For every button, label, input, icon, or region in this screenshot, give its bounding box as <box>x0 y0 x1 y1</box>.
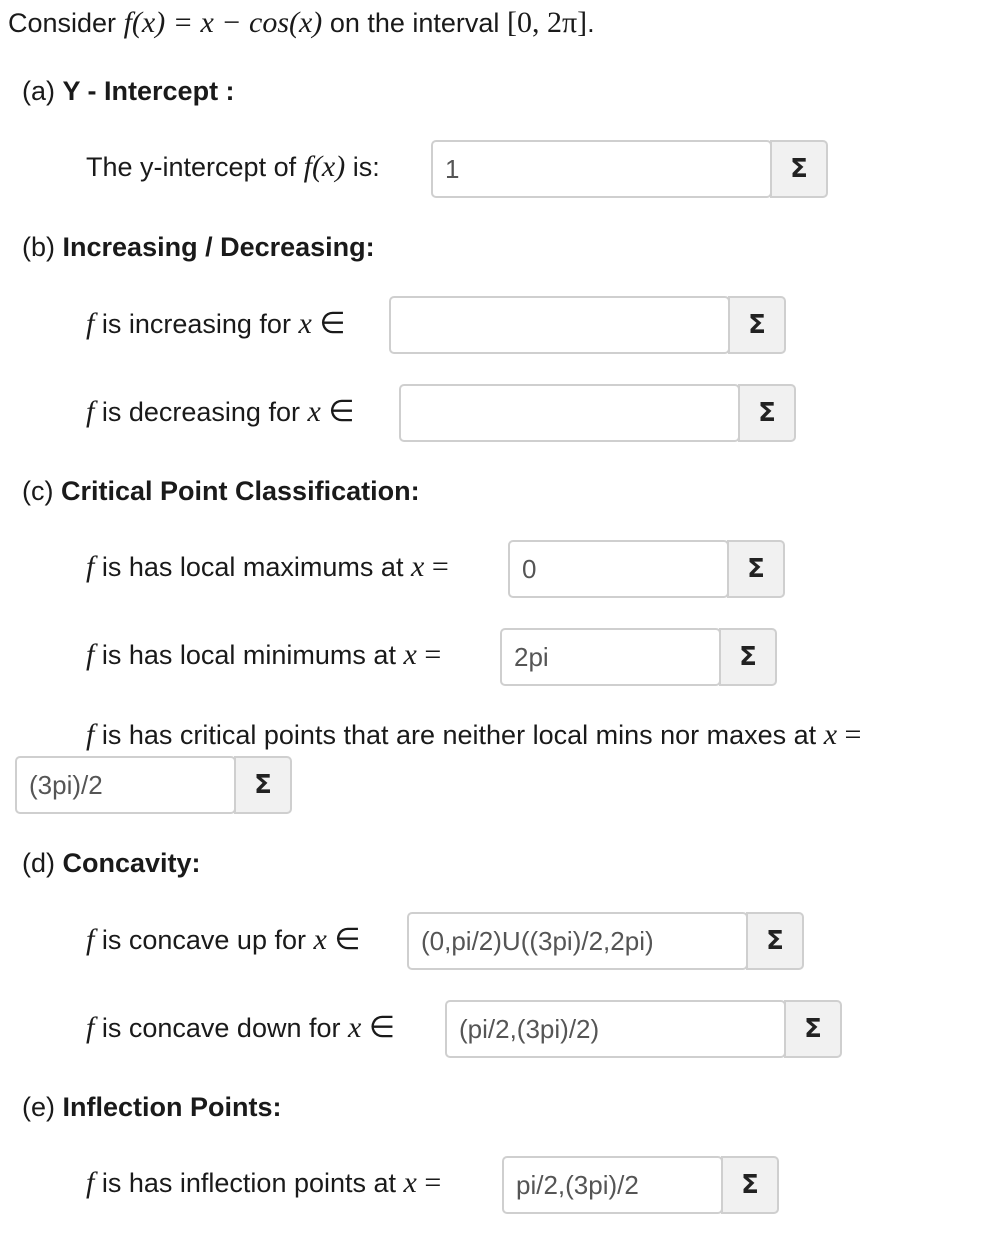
math-f: f <box>86 307 95 340</box>
problem-statement <box>8 6 595 40</box>
concave-up-answer-input[interactable]: (0,pi/2)U((3pi)/2,2pi) <box>407 912 748 970</box>
math-f: f <box>86 923 95 956</box>
neither-answer-input[interactable]: (3pi)/2 <box>15 756 236 814</box>
math-x: x <box>348 1011 362 1044</box>
math-x: x <box>403 638 417 671</box>
intro-prefix: Consider <box>8 8 117 38</box>
question-text: is has inflection points at <box>101 1168 397 1198</box>
section-title: Y - Intercept : <box>62 76 235 106</box>
increasing-label <box>86 306 345 341</box>
decreasing-answer-input[interactable] <box>399 384 740 442</box>
local-min-label <box>86 638 441 672</box>
section-title: Critical Point Classification: <box>61 476 420 506</box>
question-text: is decreasing for <box>101 397 300 427</box>
sigma-icon[interactable]: Σ <box>234 756 292 814</box>
section-e-heading <box>22 1092 282 1123</box>
section-title: Concavity: <box>62 848 201 878</box>
local-max-answer-input[interactable]: 0 <box>508 540 729 598</box>
math-x: x <box>403 1166 417 1199</box>
section-letter: (b) <box>22 232 55 262</box>
section-letter: (a) <box>22 76 55 106</box>
increasing-answer-input[interactable] <box>389 296 730 354</box>
section-title: Increasing / Decreasing: <box>62 232 375 262</box>
question-text: is has critical points that are neither local mins nor maxes at <box>101 720 817 750</box>
local-min-answer-input[interactable]: 2pi <box>500 628 721 686</box>
decreasing-label <box>86 394 354 429</box>
sigma-icon[interactable]: Σ <box>738 384 796 442</box>
math-relation: ∈ <box>319 307 346 340</box>
section-letter: (e) <box>22 1092 55 1122</box>
local-max-label <box>86 550 449 584</box>
intro-middle: on the interval <box>329 8 500 38</box>
math-x: x <box>410 550 425 583</box>
section-c-heading <box>22 476 420 507</box>
sigma-icon[interactable]: Σ <box>728 296 786 354</box>
section-d-heading <box>22 848 201 879</box>
question-text: is concave up for <box>101 925 306 955</box>
math-relation: = <box>431 550 449 583</box>
concave-down-answer-input[interactable]: (pi/2,(3pi)/2) <box>445 1000 786 1058</box>
section-letter: (d) <box>22 848 55 878</box>
question-text: is has local maximums at <box>101 552 404 582</box>
section-a-heading <box>22 76 235 107</box>
question-text: is has local minimums at <box>101 640 396 670</box>
concave-down-label <box>86 1010 395 1045</box>
math-x: x <box>298 307 312 340</box>
math-fx: f(x) <box>303 150 346 183</box>
yint-answer-input[interactable]: 1 <box>431 140 772 198</box>
math-x: x <box>823 718 838 751</box>
math-x: x <box>307 395 321 428</box>
math-f: f <box>86 1011 95 1044</box>
math-x: x <box>313 923 327 956</box>
section-b-heading <box>22 232 375 263</box>
question-text: The y-intercept of <box>86 152 297 182</box>
section-title: Inflection Points: <box>62 1092 282 1122</box>
math-f: f <box>86 1166 95 1199</box>
math-relation: = <box>424 1166 442 1199</box>
math-relation: = <box>844 718 862 751</box>
sigma-icon[interactable]: Σ <box>727 540 785 598</box>
sigma-icon[interactable]: Σ <box>784 1000 842 1058</box>
math-f: f <box>86 395 95 428</box>
math-relation: ∈ <box>368 1011 395 1044</box>
sigma-icon[interactable]: Σ <box>719 628 777 686</box>
math-f: f <box>86 718 95 751</box>
math-f: f <box>86 550 95 583</box>
question-suffix: is: <box>352 152 380 182</box>
intro-period: . <box>587 8 595 38</box>
inflection-answer-input[interactable]: pi/2,(3pi)/2 <box>502 1156 723 1214</box>
sigma-icon[interactable]: Σ <box>746 912 804 970</box>
concave-up-label <box>86 922 360 957</box>
math-relation: = <box>424 638 442 671</box>
sigma-icon[interactable]: Σ <box>770 140 828 198</box>
math-relation: ∈ <box>334 923 361 956</box>
section-letter: (c) <box>22 476 54 506</box>
interval-expression: [0, 2π] <box>506 6 588 39</box>
function-expression: f(x) = x − cos(x) <box>123 6 323 39</box>
neither-label <box>86 718 861 752</box>
sigma-icon[interactable]: Σ <box>721 1156 779 1214</box>
math-f: f <box>86 638 95 671</box>
question-text: is increasing for <box>101 309 291 339</box>
question-text: is concave down for <box>101 1013 341 1043</box>
yint-label <box>86 150 380 184</box>
math-relation: ∈ <box>328 395 355 428</box>
inflection-label <box>86 1166 441 1200</box>
